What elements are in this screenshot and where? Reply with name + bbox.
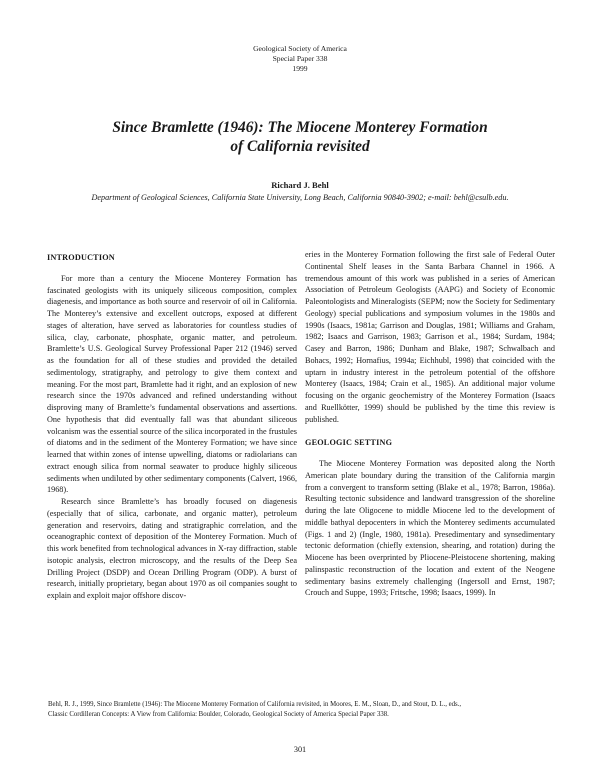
left-column [47,252,297,602]
special-paper-number: Special Paper 338 [272,54,328,63]
paper-title-line-2: of California revisited [230,138,370,155]
paper-title-line-1: Since Bramlette (1946): The Miocene Monterey Formation [112,119,488,136]
citation-line-2: Classic Cordilleran Concepts: A View from California: Boulder, Colorado, Geological Society of America Special Paper 338. [48,711,389,718]
geo-paragraph-1: The Miocene Monterey Formation was deposited along the North American plate boundary during the transition of the California margin from a convergent to transform setting (Blake et al., 1978; Barron, 1986a). Resulting tectonic subsidence and landward transgression of the shoreline during the late Oligocene to middle Miocene led to the development of middle bathyal depocenters in which the Monterey sediments accumulated (Figs. 1 and 2) (Ingle, 1980, 1981a). Presedimentary and synsedimentary tectonic deformation (chiefly extension, shearing, and rotation) during the Miocene has been overprinted by Pliocene-Pleistocene shortening, making palinspastic reconstruction of the location and extent of the Neogene sedimentary basins extremely challenging (Ingersoll and Ernst, 1987; Crouch and Suppe, 1993; Fritsche, 1998; Isaacs, 1999). In [305,459,555,598]
intro-paragraph-3: eries in the Monterey Formation following the first sale of Federal Outer Continental Shelf leases in the Santa Barbara Channel in 1966. A tremendous amount of this work was published in a series of American Association of Petroleum Geologists (AAPG) and Society of Economic Paleontologists and Mineralogists (SEPM; now the Society for Sedimentary Geology) special publications and symposium volumes in the 1980s and 1990s (Isaacs, 1981a; Garrison and Douglas, 1981; Williams and Graham, 1982; Isaacs and Garrison, 1983; Garrison et al., 1984; Surdam, 1984; Casey and Barron, 1986; Dunham and Blake, 1987; Schwalbach and Bohacs, 1992; Hornafius, 1994a; Eichhubl, 1998) that coincided with the uptarn in industry interest in the petroleum potential of the offshore Monterey (Isaacs, 1984; Crain et al., 1985). An additional major volume focusing on the organic geochemistry of the Monterey Formation (Isaacs and Ruellkötter, 1999) should be published by the time this review is published. [305,250,555,424]
intro-paragraph-2: Research since Bramlette’s has broadly focused on diagenesis (especially that of silica, carbonate, and organic matter), petroleum generation and reservoirs, dating and stratigraphic correlation, and the oceanographic context of deposition of the Monterey Formation. Much of this work benefited from technological advances in X-ray diffraction, stable isotopic analysis, electron microscopy, and the results of the Deep Sea Drilling Project (DSDP) and Ocean Drilling Program (ODP). A burst of research, initially proprietary, began about 1970 as oil companies sought to explain and exploit major offshore discov- [47,497,297,600]
page-number: 301 [293,745,307,754]
journal-header [0,44,600,74]
section-heading-introduction: INTRODUCTION [47,253,115,262]
right-column [305,249,555,599]
author-affiliation: Department of Geological Sciences, California State University, Long Beach, California 90840-3902; e-mail: behl@csulb.edu. [91,193,509,202]
citation-footnote [48,700,558,720]
journal-name: Geological Society of America [253,44,347,53]
author-name: Richard J. Behl [271,180,329,190]
intro-paragraph-1: For more than a century the Miocene Monterey Formation has fascinated geologists with its uniquely siliceous composition, complex diagenesis, and importance as both source and reservoir of oil in California. The Monterey’s extensive and excellent outcrops, exposed at different stages of alteration, have served as laboratories for countless studies of silica, clay, carbonate, phosphate, organic matter, and petroleum. Bramlette’s U.S. Geological Survey Professional Paper 212 (1946) served as the foundation for all of these studies and provided the detailed sedimentology, stratigraphy, and petrology to give them context and meaning. For the most part, Bramlette had it right, and an explosion of new research since the 1970s advanced and refined understanding without disproving many of Bramlette’s fundamental observations and assertions. One hypothesis that did eventually fall was that abundant siliceous volcanism was the essential source of the silica incorporated in the frustules of diatoms and in the sediment of the Monterey Formation; we have since learned that within zones of intense upwelling, diatoms or radiolarians can extract enough silica from normal seawater to produce highly siliceous sediments when undiluted by other sedimentary components (Calvert, 1966, 1968). [47,273,297,495]
section-heading-geologic-setting: GEOLOGIC SETTING [305,438,393,448]
paper-title [40,118,560,156]
publication-year: 1999 [292,64,308,73]
citation-line-1: Behl, R. J., 1999, Since Bramlette (1946): The Miocene Monterey Formation of California revisited, in Moores, E. M., Sloan, D., and Stout, D. L., eds., [48,701,462,708]
